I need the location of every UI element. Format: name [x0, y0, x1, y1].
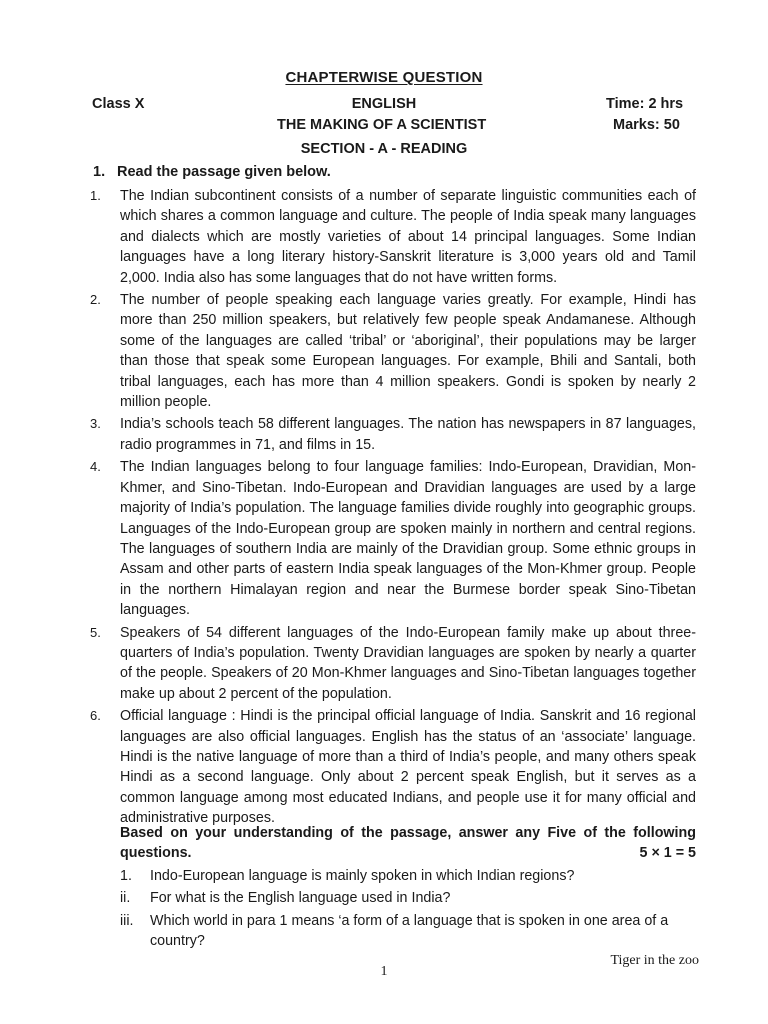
question-item-number: ii.: [120, 890, 131, 907]
class-label: Class X: [92, 96, 145, 112]
question-item-number: iii.: [120, 912, 134, 929]
paragraph-text: The Indian subcontinent consists of a number of separate linguistic communities each of which shares a common language and culture. The people of India speak many languages and dialects which are mostly varieties of about 14 principal languages. Some Indian languages have a long literary history-Sanskrit literature is 3,000 years old and Tamil 2,000. India also has some languages that do not have written forms.: [120, 188, 696, 286]
subject-label: ENGLISH: [351, 96, 417, 112]
question-heading: [93, 162, 331, 182]
marks-label: Marks: 50: [613, 117, 680, 133]
paragraph-number: 4.: [90, 459, 101, 475]
paragraph-number: 3.: [90, 416, 101, 432]
paragraph-number: 6.: [90, 708, 101, 724]
paragraph-text: Official language : Hindi is the principal official language of India. Sanskrit and 16 regional languages are also official languages. English has the status of an ‘associate’ language. Hindi is the native language of more than a third of India’s people, and many others speak Hindi as a second language. Only about 2 percent speak English, but it serves as a common language among most educated Indians, and people use it for many official and administrative purposes.: [120, 708, 696, 827]
question-item: [120, 866, 696, 886]
answer-instruction: [120, 823, 696, 864]
question-list: [120, 866, 696, 954]
paragraph-text: India’s schools teach 58 different languages. The nation has newspapers in 87 languages, radio programmes in 71, and films in 15.: [120, 416, 696, 453]
section-title: SECTION - A - READING: [300, 141, 468, 157]
question-item-number: 1.: [120, 868, 132, 884]
question-item: [120, 911, 696, 952]
chapter-title: THE MAKING OF A SCIENTIST: [277, 117, 487, 133]
passage-paragraph: [90, 414, 696, 455]
passage-paragraph: [90, 186, 696, 288]
footer-book-title: Tiger in the zoo: [610, 953, 699, 968]
question-item: [120, 888, 696, 908]
question-item-text: Indo-European language is mainly spoken in which Indian regions?: [150, 868, 575, 884]
page-number: 1: [380, 964, 388, 979]
main-title: CHAPTERWISE QUESTION: [285, 69, 483, 86]
instruction-marks: 5 × 1 = 5: [639, 845, 696, 862]
question-heading-text: Read the passage given below.: [117, 164, 331, 180]
paragraph-number: 2.: [90, 292, 101, 308]
instruction-text: Based on your understanding of the passage, answer any Five of the following questions.: [120, 825, 696, 862]
passage-paragraph: [90, 290, 696, 412]
passage-paragraph: [90, 706, 696, 828]
paragraph-text: The Indian languages belong to four language families: Indo-European, Dravidian, Mon-Khmer, and Sino-Tibetan. Indo-European and Dravidian languages are used by a large majority of India’s population. The language families divide roughly into geographic groups. Languages of the Indo-European group are spoken mainly in northern and central regions. The languages of southern India are mainly of the Dravidian group. Some ethnic groups in Assam and other parts of eastern India speak languages of the Mon-Khmer group. People in the northern Himalayan region and near the Burmese border speak Sino-Tibetan languages.: [120, 459, 696, 619]
paragraph-number: 1.: [90, 188, 101, 203]
passage-paragraph: [90, 623, 696, 705]
reading-passage: [90, 186, 696, 831]
time-label: Time: 2 hrs: [606, 96, 684, 112]
paragraph-number: 5.: [90, 624, 101, 640]
question-item-text: For what is the English language used in India?: [150, 890, 451, 907]
paragraph-text: Speakers of 54 different languages of the Indo-European family make up about three-quarters of India’s population. Twenty Dravidian languages are spoken by nearly a quarter of the people. Speakers of 20 Mon-Khmer languages and Sino-Tibetan languages together make up about 2 percent of the population.: [120, 624, 696, 702]
paragraph-text: The number of people speaking each language varies greatly. For example, Hindi has more than 250 million speakers, but relatively few people speak Andamanese. Although some of the languages are called ‘tribal’ or ‘aboriginal’, their populations may be larger than those that speak some European languages. For example, Bhili and Santali, both tribal languages, each has more than 4 million speakers. Gondi is spoken by nearly 2 million people.: [120, 292, 696, 411]
question-item-text: Which world in para 1 means ‘a form of a language that is spoken in one area of a country?: [150, 912, 669, 950]
question-number: 1.: [93, 164, 106, 180]
passage-paragraph: [90, 457, 696, 620]
